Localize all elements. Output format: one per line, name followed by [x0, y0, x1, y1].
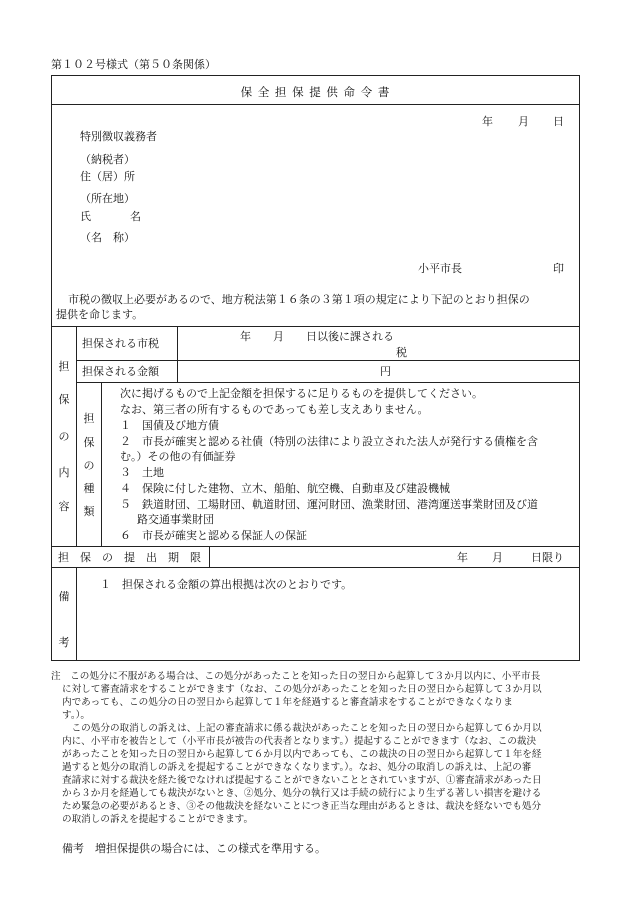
deadline-day: 日限り — [531, 551, 564, 564]
form-number: 第１０２号様式（第５０条関係） — [51, 58, 216, 71]
types-label-char: 担 — [83, 412, 95, 425]
types-label-char: 保 — [83, 436, 95, 449]
side-label-char: の — [58, 430, 70, 443]
document-title: 保 全 担 保 提 供 命 令 書 — [240, 85, 391, 99]
types-line: む。）その他の有価証券 — [120, 450, 236, 463]
note-line: 内であっても、この処分の日の翌日から起算して１年を経過すると審査請求をすることができなくなりま — [62, 697, 513, 708]
secured-tax-label: 担保される市税 — [82, 337, 159, 350]
types-line: ５ 鉄道財団、工場財団、軌道財団、運河財団、漁業財団、港湾運送事業財団及び道 — [120, 498, 538, 511]
remarks-text: １ 担保される金額の算出根拠は次のとおりです。 — [100, 578, 353, 591]
remarks-label-char: 考 — [58, 636, 70, 649]
types-line: ６ 市長が確実と認める保証人の保証 — [120, 529, 307, 542]
addressee-line: 特別徴収義務者 — [80, 130, 157, 143]
addressee-line: 名 — [130, 210, 141, 223]
note-line: 過すると処分の取消しの訴えを提起することができなくなります。）。なお、処分の取消しの訴えは、上記の審 — [62, 762, 532, 773]
addressee-line: （名 称） — [80, 231, 135, 244]
date-month: 月 — [518, 115, 529, 128]
note-line: 内に、小平市を被告として（小平市長が被告の代表者となります。）提起することができます（なお、この裁決 — [62, 736, 537, 747]
divider — [76, 567, 77, 661]
divider — [177, 326, 178, 382]
note-line: から３か月を経過しても裁決がないとき、②処分、処分の執行又は手続の続行により生ずる著しい損害を避ける — [62, 788, 542, 799]
footer-note: 備考 増担保提供の場合には、この様式を準用する。 — [62, 842, 326, 855]
divider — [209, 546, 210, 567]
note-line: す。）。 — [62, 710, 91, 721]
intro-text: 市税の徴収上必要があるので、地方税法第１６条の３第１項の規定により下記のとおり担保の — [68, 293, 530, 306]
divider — [76, 326, 77, 546]
secured-amount-label: 担保される金額 — [82, 365, 159, 378]
note-line: この処分の取消しの訴えは、上記の審査請求に係る裁決があったことを知った日の翌日から起算して６か月以 — [62, 723, 542, 734]
divider — [101, 382, 102, 546]
date-day: 日 — [553, 115, 564, 128]
divider — [51, 567, 580, 568]
issuer-name: 小平市長 — [418, 262, 462, 275]
note-line: の取消しの訴えを提起することができます。 — [62, 814, 254, 825]
secured-amount-unit: 円 — [380, 365, 391, 378]
deadline-label: 担 保 の 提 出 期 限 — [58, 551, 201, 564]
types-line: １ 国債及び地方債 — [120, 419, 219, 432]
types-label-char: 類 — [83, 505, 95, 518]
note-line: があったことを知った日の翌日から起算して６か月以内であっても、この裁決の日の翌日から起算して１年を経 — [62, 749, 542, 760]
side-label-char: 保 — [58, 393, 70, 406]
divider — [76, 360, 580, 361]
addressee-line: （所在地） — [80, 192, 135, 205]
deadline-month: 月 — [492, 551, 503, 564]
intro-text: 提供を命じます。 — [56, 308, 144, 321]
secured-tax-date: 年 月 日以後に課される — [240, 330, 394, 343]
deadline-year: 年 — [457, 551, 468, 564]
types-label-char: 種 — [83, 482, 95, 495]
addressee-line: 住（居）所 — [80, 170, 135, 183]
note-line: 注 この処分に不服がある場合は、この処分があったことを知った日の翌日から起算して３か月以内に、小平市長 — [51, 671, 541, 682]
divider — [51, 104, 580, 105]
types-line: 路交通事業財団 — [137, 513, 214, 526]
remarks-label-char: 備 — [58, 590, 70, 603]
seal-mark: 印 — [553, 262, 564, 275]
types-label-char: の — [83, 459, 95, 472]
side-label-char: 容 — [58, 500, 70, 513]
types-line: ２ 市長が確実と認める社債（特別の法律により設立された法人が発行する債権を含 — [120, 435, 538, 448]
date-year: 年 — [482, 115, 493, 128]
divider — [51, 546, 580, 547]
secured-tax-suffix: 税 — [396, 346, 407, 359]
note-line: に対して審査請求をすることができます（なお、この処分があったことを知った日の翌日から起算して３か月以 — [62, 684, 542, 695]
side-label-char: 内 — [58, 466, 70, 479]
types-line: なお、第三者の所有するものであっても差し支えありません。 — [120, 403, 429, 416]
note-line: 査請求に対する裁決を経た後でなければ提起することができないこととされていますが、①審査請求があった日 — [62, 775, 542, 786]
types-line: ４ 保険に付した建物、立木、船舶、航空機、自動車及び建設機械 — [120, 482, 450, 495]
note-line: ため緊急の必要があるとき、③その他裁決を経ないことにつき正当な理由があるときは、裁決を経ないでも処分 — [62, 801, 542, 812]
types-line: ３ 土地 — [120, 466, 164, 479]
types-line: 次に掲げるもので上記金額を担保するに足りるものを提供してください。 — [120, 387, 483, 400]
divider — [51, 326, 580, 327]
addressee-line: 氏 — [80, 210, 91, 223]
side-label-char: 担 — [58, 360, 70, 373]
divider — [76, 382, 580, 383]
addressee-line: （納税者） — [80, 153, 135, 166]
